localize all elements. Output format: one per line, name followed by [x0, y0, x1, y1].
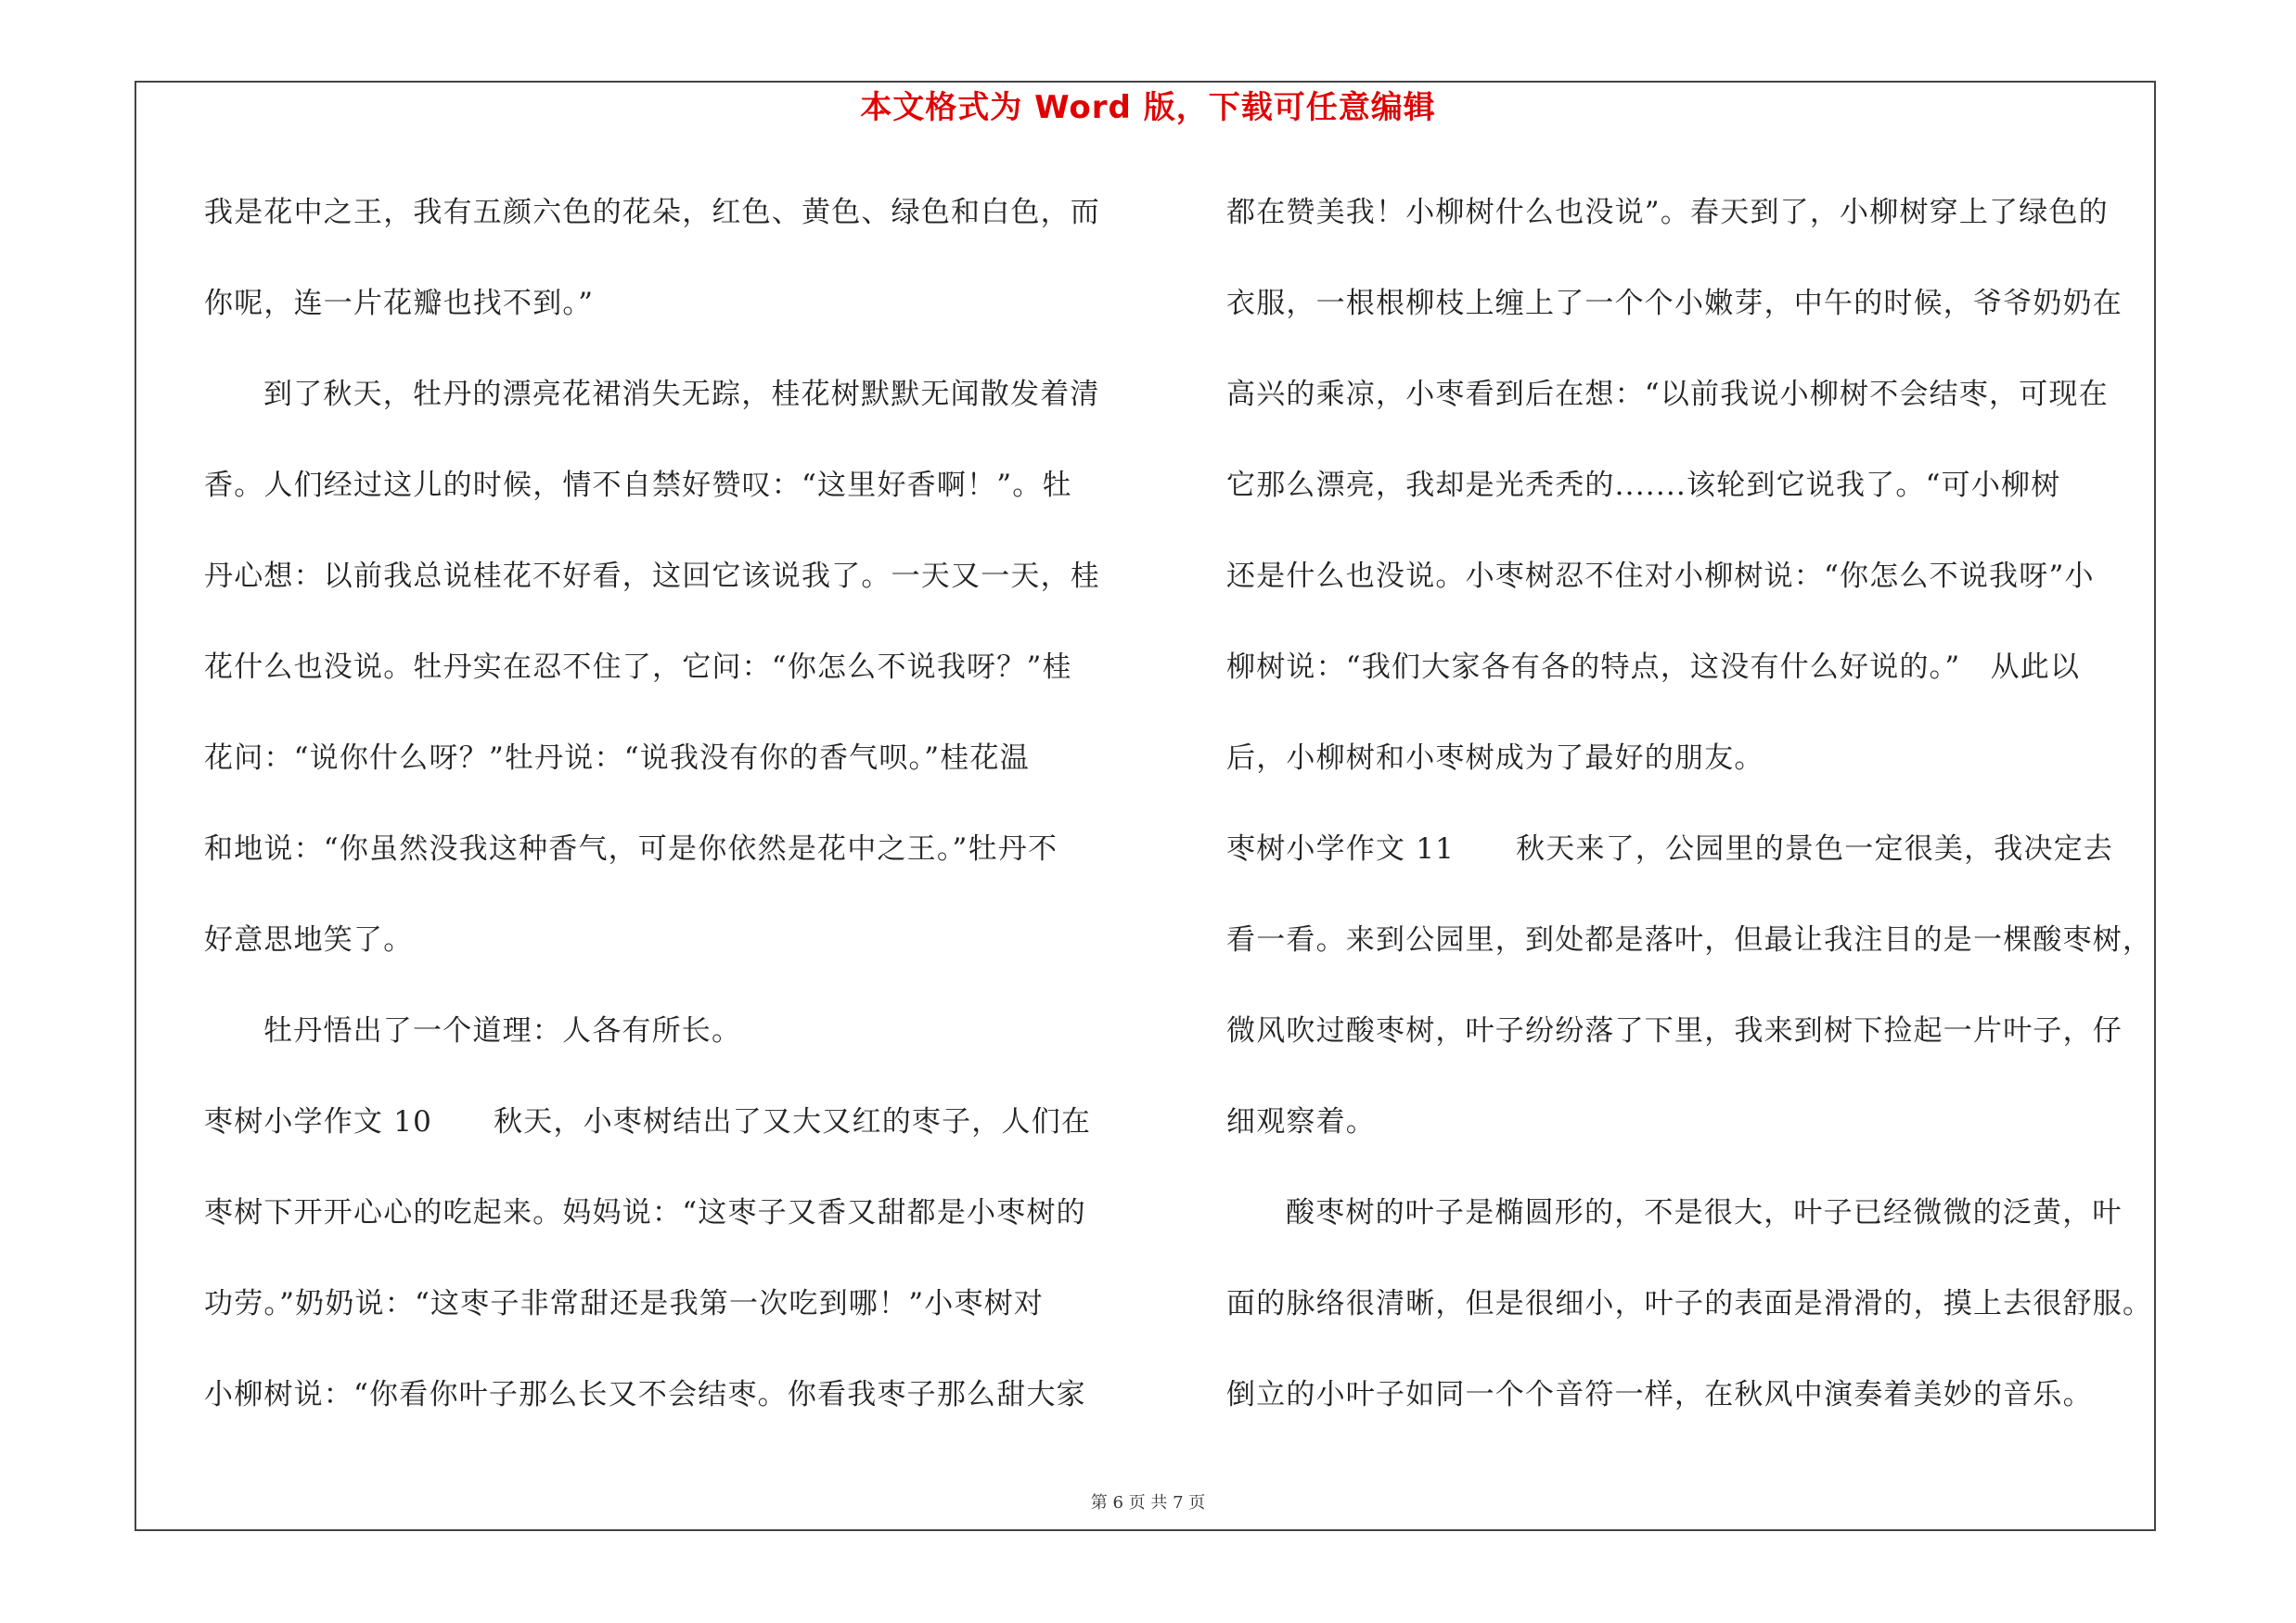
section-first-line: 秋天，小枣树结出了又大又红的枣子，人们在 [494, 1105, 1092, 1139]
text-line: 倒立的小叶子如同一个个音符一样，在秋风中演奏着美妙的音乐。 [1226, 1378, 2093, 1411]
paragraph-start: 酸枣树的叶子是椭圆形的，不是很大，叶子已经微微的泛黄，叶 [1286, 1196, 2123, 1230]
text-line: 面的脉络很清晰，但是很细小，叶子的表面是滑滑的，摸上去很舒服。 [1226, 1287, 2153, 1320]
format-banner: 本文格式为 Word 版，下载可任意编辑 [860, 89, 1436, 126]
text-line: 高兴的乘凉，小枣看到后在想：“以前我说小柳树不会结枣，可现在 [1226, 378, 2109, 411]
text-line: 细观察着。 [1226, 1105, 1376, 1139]
text-line: 微风吹过酸枣树，叶子纷纷落了下里，我来到树下捡起一片叶子，仔 [1226, 1014, 2123, 1048]
text-line: 看一看。来到公园里，到处都是落叶，但最让我注目的是一棵酸枣树， [1226, 923, 2153, 957]
paragraph-start: 到了秋天，牡丹的漂亮花裙消失无踪，桂花树默默无闻散发着清 [263, 378, 1100, 411]
text-line: 它那么漂亮，我却是光秃秃的.......该轮到它说我了。“可小柳树 [1226, 469, 2061, 502]
section-heading-line [204, 1088, 1132, 1179]
section-heading-line [1226, 816, 2154, 907]
right-column [1226, 179, 2154, 1452]
text-line: 小柳树说：“你看你叶子那么长又不会结枣。你看我枣子那么甜大家 [204, 1378, 1086, 1411]
section-title: 枣树小学作文 10 [204, 1105, 433, 1139]
text-line: 枣树下开开心心的吃起来。妈妈说：“这枣子又香又甜都是小枣树的 [204, 1196, 1086, 1230]
text-line: 后，小柳树和小枣树成为了最好的朋友。 [1226, 741, 1764, 775]
section-title: 枣树小学作文 11 [1226, 832, 1456, 866]
text-line: 功劳。”奶奶说：“这枣子非常甜还是我第一次吃到哪！”小枣树对 [204, 1287, 1045, 1320]
text-line: 都在赞美我！小柳树什么也没说”。春天到了，小柳树穿上了绿色的 [1226, 196, 2109, 229]
text-line: 丹心想：以前我总说桂花不好看，这回它该说我了。一天又一天，桂 [204, 560, 1100, 593]
text-line: 花什么也没说。牡丹实在忍不住了，它问：“你怎么不说我呀？”桂 [204, 650, 1072, 684]
paragraph-start: 牡丹悟出了一个道理：人各有所长。 [263, 1014, 742, 1048]
text-line: 衣服，一根根柳枝上缠上了一个个小嫩芽，中午的时候，爷爷奶奶在 [1226, 287, 2123, 320]
text-line: 花问：“说你什么呀？”牡丹说：“说我没有你的香气呗。”桂花温 [204, 741, 1030, 775]
left-column [204, 179, 1132, 1452]
text-line: 和地说：“你虽然没我这种香气，可是你依然是花中之王。”牡丹不 [204, 832, 1058, 866]
text-line: 还是什么也没说。小枣树忍不住对小柳树说：“你怎么不说我呀”小 [1226, 560, 2095, 593]
text-line: 好意思地笑了。 [204, 923, 414, 957]
text-line: 柳树说：“我们大家各有各的特点，这没有什么好说的。” 从此以 [1226, 650, 2081, 684]
text-line: 你呢，连一片花瓣也找不到。” [204, 287, 595, 320]
text-line: 我是花中之王，我有五颜六色的花朵，红色、黄色、绿色和白色，而 [204, 196, 1100, 229]
page-number: 第 6 页 共 7 页 [1090, 1493, 1206, 1513]
section-first-line: 秋天来了，公园里的景色一定很美，我决定去 [1516, 832, 2114, 866]
text-line: 香。人们经过这儿的时候，情不自禁好赞叹：“这里好香啊！”。牡 [204, 469, 1072, 502]
